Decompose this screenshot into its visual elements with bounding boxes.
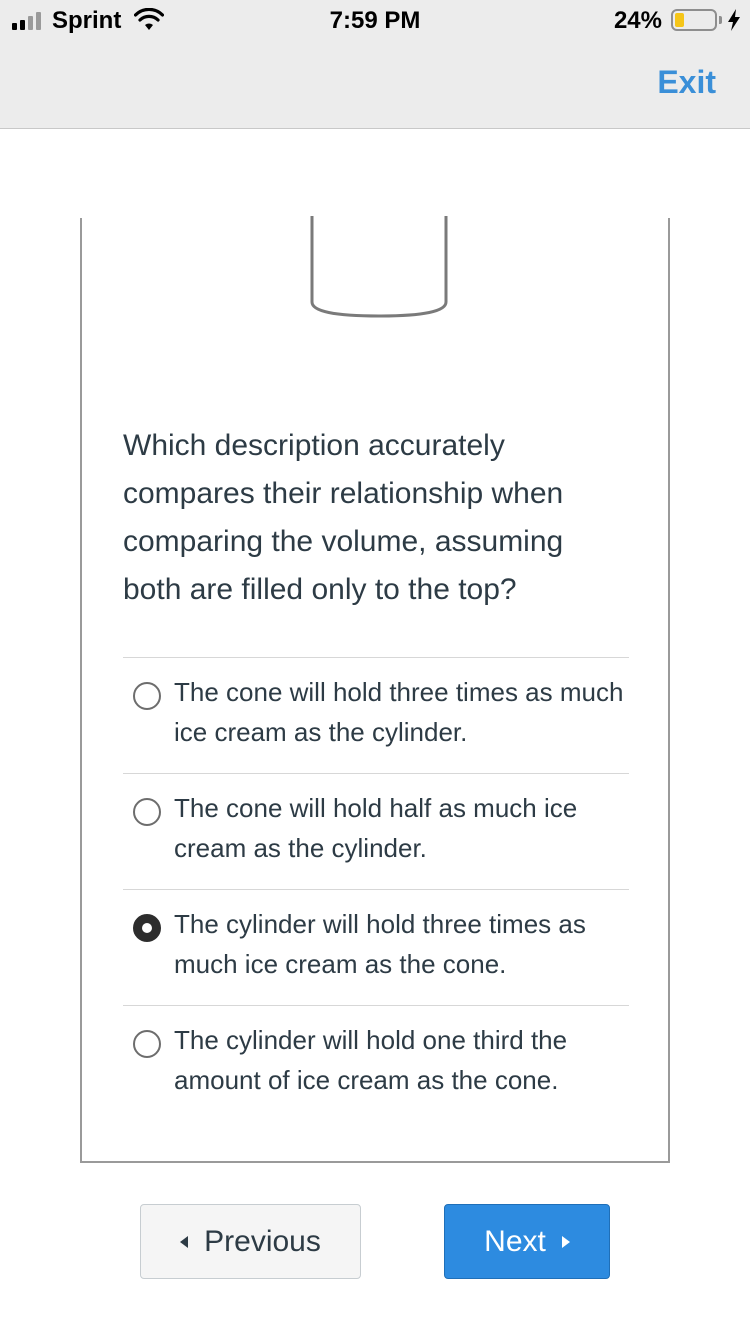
status-bar: [0, 0, 750, 40]
radio-button[interactable]: [133, 798, 161, 826]
question-card: [80, 218, 670, 1163]
battery-nub: [719, 16, 722, 24]
status-time: 7:59 PM: [329, 7, 421, 34]
radio-button[interactable]: [133, 682, 161, 710]
battery-percent: 24%: [613, 7, 662, 34]
next-button-label: Next: [484, 1224, 546, 1258]
caret-left-icon: [180, 1236, 188, 1248]
app-header: [0, 40, 750, 129]
cylinder-outline-icon: [308, 216, 450, 322]
radio-button[interactable]: [133, 914, 161, 942]
answer-option[interactable]: [123, 1005, 629, 1121]
caret-right-icon: [562, 1236, 570, 1248]
answer-option-label: The cone will hold half as much ice cream as the cylinder.: [174, 793, 578, 863]
next-button[interactable]: [444, 1204, 610, 1279]
answer-option-label: The cylinder will hold one third the amount of ice cream as the cone.: [174, 1025, 568, 1095]
radio-button[interactable]: [133, 1030, 161, 1058]
question-text: Which description accurately compares their relationship when comparing the volume, assuming both are filled only to the top?: [123, 429, 564, 606]
previous-button-label: Previous: [204, 1224, 321, 1258]
battery-level-fill: [675, 13, 684, 27]
answer-option-label: The cylinder will hold three times as much ice cream as the cone.: [174, 909, 586, 979]
previous-button[interactable]: [140, 1204, 361, 1279]
carrier-name: Sprint: [52, 7, 122, 34]
charging-bolt-icon: [727, 9, 741, 31]
answer-option[interactable]: [123, 657, 629, 773]
answer-option-label: The cone will hold three times as much ice cream as the cylinder.: [174, 677, 624, 747]
exit-button[interactable]: Exit: [657, 64, 716, 100]
battery-icon: [671, 9, 717, 31]
answer-option[interactable]: [123, 773, 629, 889]
answer-options: [123, 657, 629, 1121]
answer-option[interactable]: [123, 889, 629, 1005]
